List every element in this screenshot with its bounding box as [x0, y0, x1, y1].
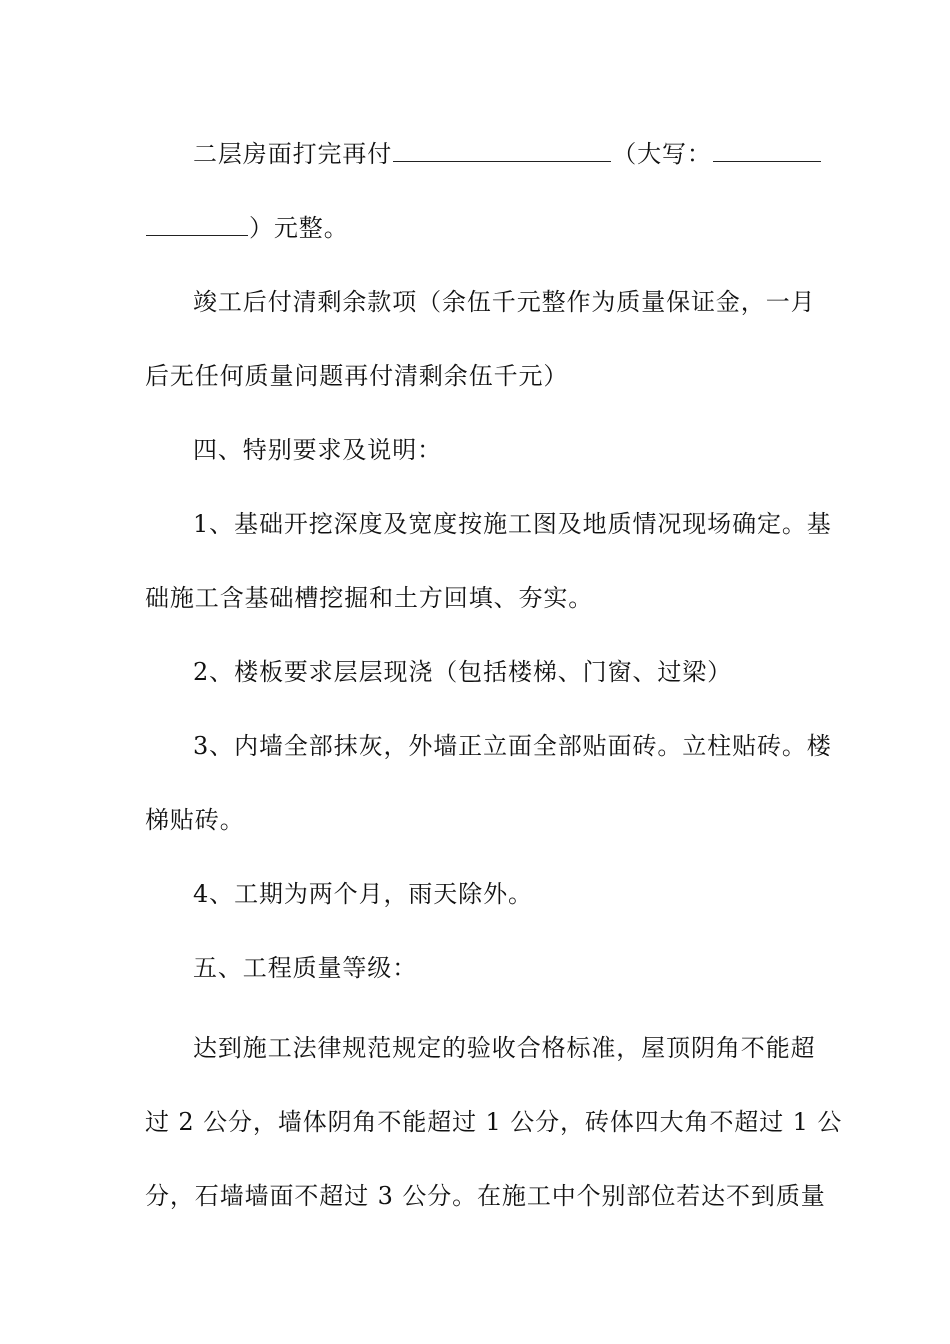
amount-blank[interactable] — [393, 135, 611, 162]
requirement-4: 4、工期为两个月，雨天除外。 — [193, 880, 533, 908]
section-heading-quality-grade: 五、工程质量等级： — [193, 954, 418, 982]
payment-line-2 — [145, 208, 815, 248]
payment-text: 二层房面打完再付 — [193, 140, 393, 168]
yuan-text: ）元整。 — [249, 214, 349, 242]
requirement-3-line-1: 3、内墙全部抹灰，外墙正立面全部贴面砖。立柱贴砖。楼 — [193, 732, 832, 760]
capital-label: （大写： — [612, 140, 712, 168]
final-payment-line-2: 后无任何质量问题再付清剩余伍千元） — [145, 362, 569, 390]
requirement-2: 2、楼板要求层层现浇（包括楼梯、门窗、过梁） — [193, 658, 733, 686]
quality-line-3: 分，石墙墙面不超过 3 公分。在施工中个别部位若达不到质量 — [145, 1182, 826, 1210]
final-payment-line-1: 竣工后付清剩余款项（余伍千元整作为质量保证金，一月 — [193, 288, 816, 316]
capital-amount-blank-2[interactable] — [146, 209, 248, 236]
capital-amount-blank-1[interactable] — [713, 135, 821, 162]
section-heading-special-requirements: 四、特别要求及说明： — [193, 436, 442, 464]
requirement-1-line-2: 础施工含基础槽挖掘和土方回填、夯实。 — [145, 584, 594, 612]
quality-line-2: 过 2 公分，墙体阴角不能超过 1 公分，砖体四大角不超过 1 公 — [145, 1108, 843, 1136]
quality-line-1: 达到施工法律规范规定的验收合格标准，屋顶阴角不能超 — [193, 1034, 816, 1062]
requirement-3-line-2: 梯贴砖。 — [145, 806, 245, 834]
requirement-1-line-1: 1、基础开挖深度及宽度按施工图及地质情况现场确定。基 — [193, 510, 832, 538]
payment-line-1 — [193, 134, 815, 174]
